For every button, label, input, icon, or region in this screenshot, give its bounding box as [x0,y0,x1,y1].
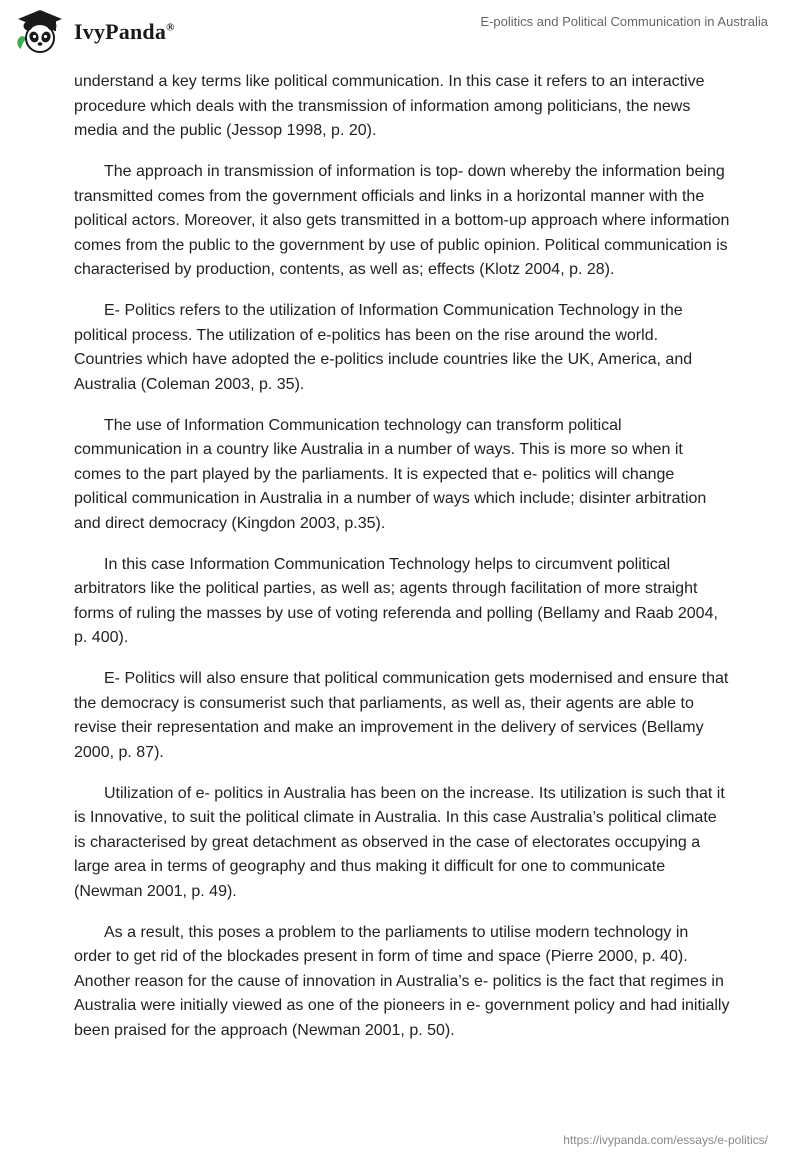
essay-body [74,70,730,1060]
ivypanda-logo[interactable] [14,8,175,56]
paragraph: The use of Information Communication technology can transform political communication in a country like Australia in a number of ways. This is more so when it comes to the part played by the parliaments. It is expected that e- politics will change political communication in Australia in a number of ways which include; disinter arbitration and direct democracy (Kingdon 2003, p.35). [74,416,707,532]
page-header [0,0,800,66]
running-title: E-politics and Political Communication in Australia [480,14,768,29]
source-url[interactable]: https://ivypanda.com/essays/e-politics/ [563,1133,768,1147]
paragraph: E- Politics will also ensure that political communication gets modernised and ensure that the democracy is consumerist such that parliaments, as well as, their agents are able to revise their representation and make an improvement in the delivery of services (Bellamy 2000, p. 87). [74,670,729,761]
brand-name: IvyPanda® [74,19,175,44]
paragraph: In this case Information Communication Technology helps to circumvent political arbitrators like the political parties, as well as; agents through facilitation of more straight forms of ruling the masses by use of voting referenda and polling (Bellamy and Raab 2004, p. 400). [74,555,718,646]
paragraph: As a result, this poses a problem to the parliaments to utilise modern technology in order to get rid of the blockades present in form of time and space (Pierre 2000, p. 40). Another reason for the cause of innovation in Australia’s e- politics is the fact that regimes in Australia were initially viewed as one of the pioneers in e- government policy and had initially been praised for the approach (Newman 2001, p. 50). [74,923,730,1039]
registered-mark: ® [166,21,175,34]
paragraph: The approach in transmission of information is top- down whereby the information being transmitted comes from the government officials and links in a horizontal manner with the political actors. Moreover, it also gets transmitted in a bottom-up approach where information comes from the public to the government by use of public opinion. Political communication is characterised by production, contents, as well as; effects (Klotz 2004, p. 28). [74,163,730,278]
paragraph: Utilization of e- politics in Australia has been on the increase. Its utilization is such that it is Innovative, to suit the political climate in Australia. In this case Australia’s political climate is characterised by great detachment as observed in the case of electorates occupying a large area in terms of geography and thus making it difficult for one to communicate (Newman 2001, p. 49). [74,784,725,900]
panda-graduate-icon [14,8,66,56]
paragraph: understand a key terms like political communication. In this case it refers to an interactive procedure which deals with the transmission of information among politicians, the news media and the public (Jessop 1998, p. 20). [74,73,705,139]
paragraph: E- Politics refers to the utilization of Information Communication Technology in the political process. The utilization of e-politics has been on the rise around the world. Countries which have adopted the e-politics include countries like the UK, America, and Australia (Coleman 2003, p. 35). [74,302,693,393]
